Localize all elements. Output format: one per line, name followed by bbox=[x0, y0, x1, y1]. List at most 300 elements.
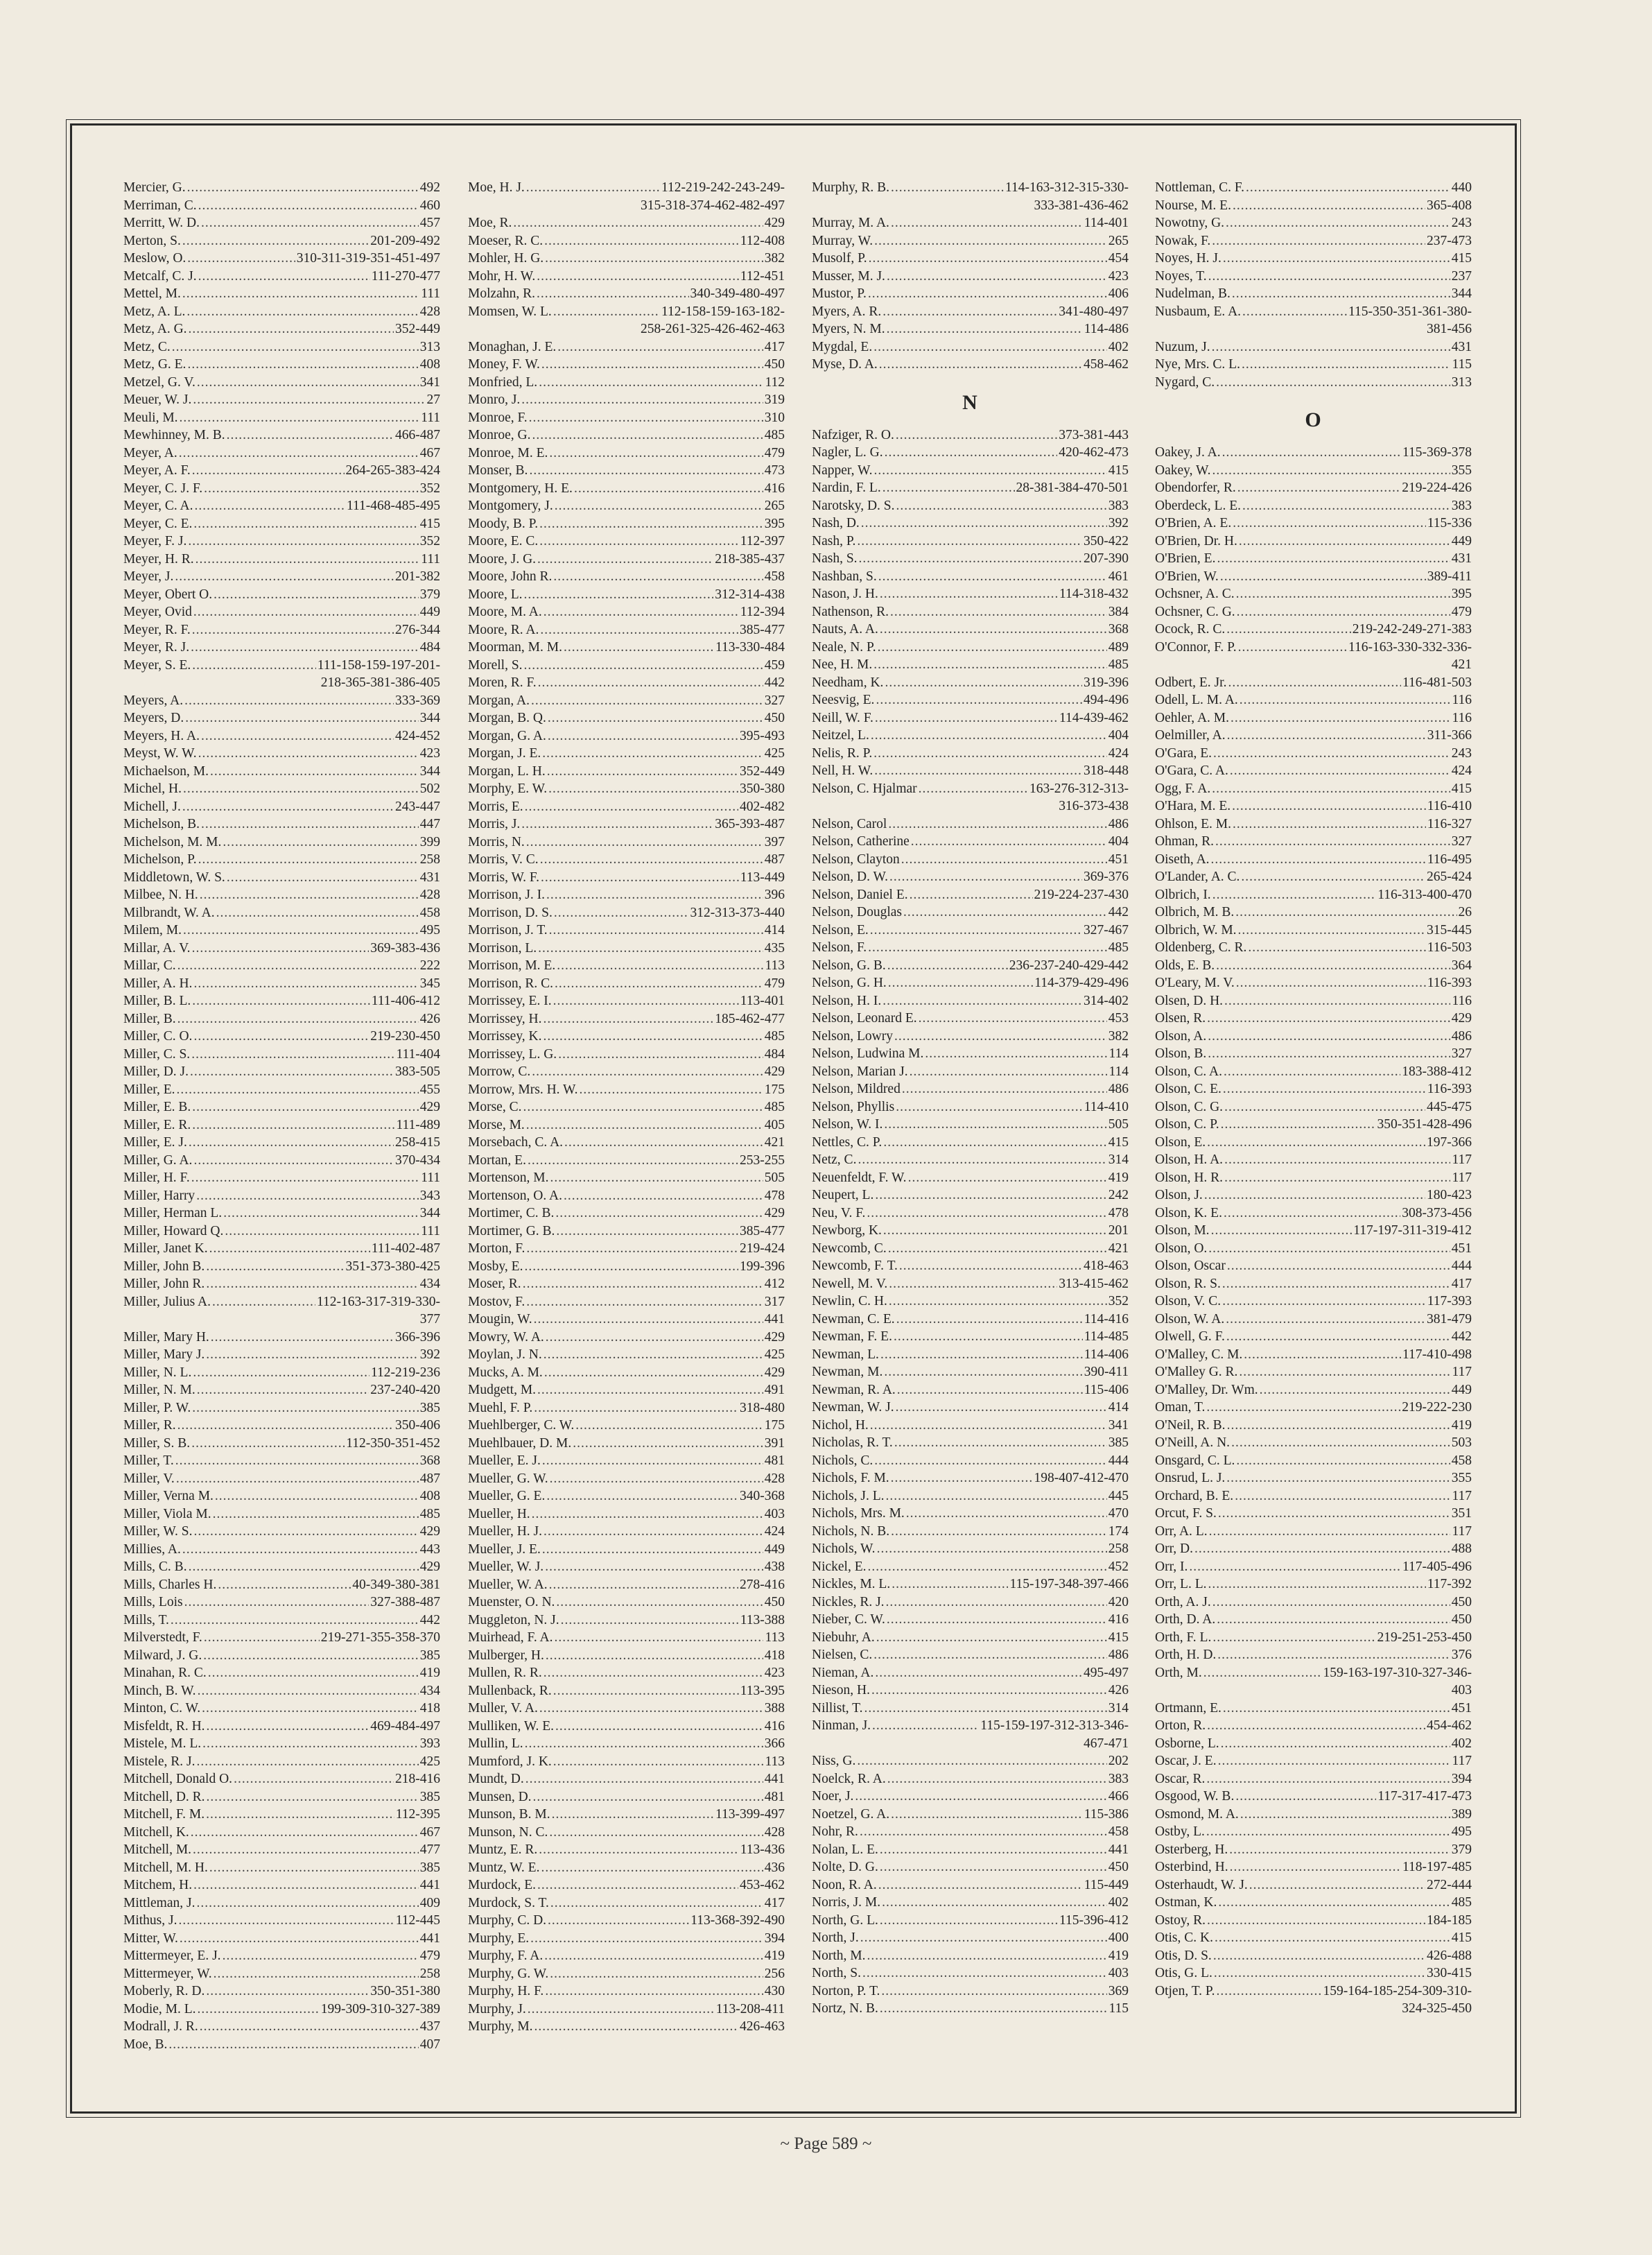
index-entry bbox=[1155, 709, 1472, 727]
leader-dots bbox=[549, 922, 763, 940]
entry-pages: 408 bbox=[419, 357, 440, 372]
entry-pages: 485 bbox=[764, 1029, 785, 1044]
leader-dots bbox=[1249, 1876, 1425, 1894]
entry-name: Monroe, G. bbox=[468, 428, 531, 442]
entry-pages: 111 bbox=[421, 410, 440, 425]
entry-name: Monaghan, J. E. bbox=[468, 339, 557, 354]
entry-pages: 314 bbox=[1108, 1152, 1129, 1167]
leader-dots bbox=[537, 285, 689, 303]
entry-name: Meyer, H. R. bbox=[123, 551, 194, 567]
entry-pages: 278-416 bbox=[740, 1577, 785, 1592]
entry-name: Miller, S. B. bbox=[123, 1435, 191, 1451]
leader-dots bbox=[1204, 1186, 1425, 1204]
index-entry bbox=[468, 1629, 785, 1647]
entry-name: Olson, C. A. bbox=[1155, 1064, 1222, 1079]
index-entry bbox=[123, 886, 440, 904]
index-entry bbox=[1155, 197, 1472, 215]
entry-pages: 222 bbox=[419, 958, 440, 973]
entry-pages: 453 bbox=[1108, 1011, 1129, 1026]
entry-pages: 441 bbox=[764, 1772, 785, 1786]
entry-name: Morgan, G. A. bbox=[468, 728, 546, 743]
leader-dots bbox=[524, 586, 714, 604]
entry-pages: 419 bbox=[1108, 1948, 1129, 1963]
index-entry bbox=[1155, 250, 1472, 268]
entry-pages: 115 bbox=[1452, 357, 1472, 372]
entry-pages: 112-163-317-319-330- bbox=[317, 1294, 440, 1309]
entry-pages: 117-392 bbox=[1427, 1577, 1472, 1591]
index-entry bbox=[123, 639, 440, 657]
index-entry bbox=[123, 1081, 440, 1099]
entry-pages: 264-265-383-424 bbox=[345, 463, 440, 478]
entry-pages: 111-404 bbox=[396, 1046, 440, 1062]
index-entry bbox=[1155, 1010, 1472, 1028]
entry-pages: 111 bbox=[421, 286, 440, 301]
entry-pages: 429 bbox=[419, 1524, 440, 1539]
entry-name: Nortz, N. B. bbox=[812, 2001, 878, 2016]
leader-dots bbox=[868, 939, 1107, 957]
leader-dots bbox=[885, 674, 1082, 692]
entry-name: Moe, B. bbox=[123, 2037, 168, 2052]
index-entry bbox=[812, 1646, 1129, 1664]
entry-pages: 341 bbox=[419, 374, 440, 390]
leader-dots bbox=[542, 1452, 763, 1470]
entry-pages: 425 bbox=[764, 1347, 785, 1362]
entry-pages: 484 bbox=[419, 640, 440, 655]
index-entry bbox=[123, 426, 440, 444]
entry-name: Mistele, R. J. bbox=[123, 1754, 195, 1769]
entry-name: Murphy, F. A. bbox=[468, 1949, 544, 1963]
entry-pages: 117 bbox=[1452, 1152, 1472, 1167]
entry-pages: 236-237-240-429-442 bbox=[1009, 958, 1129, 973]
entry-pages: 441 bbox=[1108, 1842, 1129, 1857]
index-entry bbox=[812, 1275, 1129, 1293]
index-entry bbox=[123, 1152, 440, 1170]
leader-dots bbox=[549, 444, 763, 463]
entry-name: O'Hara, M. E. bbox=[1155, 799, 1231, 813]
index-entry bbox=[1155, 1964, 1472, 1982]
entry-name: O'Brien, E. bbox=[1155, 551, 1216, 566]
entry-name: Milward, J. G. bbox=[123, 1648, 202, 1663]
entry-pages: 399 bbox=[419, 834, 440, 849]
index-entry bbox=[812, 992, 1129, 1010]
index-entry bbox=[812, 2000, 1129, 2018]
index-entry bbox=[1155, 1982, 1472, 2001]
entry-pages: 445 bbox=[1108, 1488, 1129, 1503]
entry-pages: 111 bbox=[421, 1223, 440, 1238]
leader-dots bbox=[544, 1664, 763, 1682]
index-entry bbox=[123, 303, 440, 321]
index-entry bbox=[468, 1647, 785, 1665]
leader-dots bbox=[862, 1964, 1107, 1982]
leader-dots bbox=[575, 1417, 763, 1435]
leader-dots bbox=[542, 745, 763, 763]
entry-name: Muntz, W. E. bbox=[468, 1860, 540, 1875]
entry-pages: 343 bbox=[419, 1188, 440, 1203]
index-entry bbox=[812, 1912, 1129, 1930]
leader-dots bbox=[1226, 621, 1350, 639]
index-entry bbox=[812, 1240, 1129, 1258]
index-entry bbox=[123, 1647, 440, 1665]
entry-name: Munson, N. C. bbox=[468, 1824, 548, 1840]
entry-pages: 115-336 bbox=[1427, 516, 1472, 530]
entry-pages: 114 bbox=[1108, 1046, 1129, 1061]
index-entry bbox=[812, 1098, 1129, 1116]
index-entry bbox=[123, 1718, 440, 1736]
index-entry bbox=[123, 1010, 440, 1028]
leader-dots bbox=[168, 2036, 418, 2054]
index-entry bbox=[468, 1470, 785, 1488]
index-entry bbox=[123, 515, 440, 533]
entry-pages: 394 bbox=[764, 1930, 785, 1946]
entry-name: Murphy, H. F. bbox=[468, 1984, 544, 1998]
entry-name: Noetzel, G. A. bbox=[812, 1806, 890, 1822]
entry-pages: 113 bbox=[765, 958, 785, 973]
leader-dots bbox=[1237, 603, 1450, 621]
index-entry bbox=[812, 639, 1129, 657]
index-entry bbox=[123, 1930, 440, 1948]
entry-pages: 385 bbox=[419, 1789, 440, 1804]
entry-name: Nohr, R. bbox=[812, 1824, 858, 1839]
leader-dots bbox=[1216, 957, 1450, 975]
entry-name: Mowry, W. A. bbox=[468, 1329, 544, 1345]
index-entry bbox=[468, 1664, 785, 1682]
entry-pages: 350-351-380 bbox=[370, 1984, 440, 1998]
leader-dots bbox=[880, 1841, 1107, 1859]
entry-pages: 402 bbox=[1108, 339, 1129, 354]
entry-pages: 114 bbox=[1108, 1064, 1129, 1079]
entry-pages: 265-424 bbox=[1427, 870, 1472, 884]
leader-dots bbox=[878, 1876, 1083, 1894]
entry-pages: 441 bbox=[419, 1930, 440, 1946]
leader-dots bbox=[910, 886, 1033, 904]
leader-dots bbox=[171, 1612, 419, 1630]
index-entry bbox=[468, 992, 785, 1010]
leader-dots bbox=[891, 1469, 1033, 1487]
entry-pages: 365-408 bbox=[1427, 198, 1472, 213]
index-entry bbox=[812, 1169, 1129, 1187]
entry-pages: 404 bbox=[1108, 834, 1129, 849]
entry-pages-continued: 316-373-438 bbox=[1059, 799, 1129, 813]
entry-pages: 116-393 bbox=[1427, 976, 1472, 990]
entry-name: Miller, B. bbox=[123, 1011, 176, 1026]
leader-dots bbox=[193, 391, 425, 409]
leader-dots bbox=[1226, 1311, 1425, 1329]
entry-pages: 111-270-477 bbox=[371, 268, 440, 284]
entry-name: Nichols, W. bbox=[812, 1541, 876, 1556]
index-entry bbox=[123, 922, 440, 940]
leader-dots bbox=[183, 780, 419, 798]
entry-pages: 426 bbox=[1108, 1683, 1129, 1697]
leader-dots bbox=[227, 426, 394, 444]
entry-name: Miller, Herman L. bbox=[123, 1206, 223, 1220]
leader-dots bbox=[201, 815, 419, 833]
leader-dots bbox=[1217, 1982, 1322, 2001]
leader-dots bbox=[225, 1222, 419, 1241]
leader-dots bbox=[877, 1540, 1107, 1558]
entry-pages: 344 bbox=[419, 763, 440, 779]
entry-pages: 385-477 bbox=[740, 622, 785, 637]
index-entry bbox=[468, 1876, 785, 1894]
leader-dots bbox=[212, 1293, 315, 1311]
leader-dots bbox=[1233, 815, 1426, 833]
entry-name: Nickles, M. L. bbox=[812, 1577, 891, 1591]
entry-pages: 117-410-498 bbox=[1402, 1347, 1472, 1362]
leader-dots bbox=[857, 1752, 1106, 1770]
entry-pages: 352 bbox=[419, 481, 440, 496]
entry-pages: 364 bbox=[1451, 958, 1472, 973]
entry-name: Mills, Lois bbox=[123, 1595, 183, 1609]
entry-name: Nieber, C. W. bbox=[812, 1612, 885, 1627]
leader-dots bbox=[1227, 727, 1426, 745]
entry-pages: 486 bbox=[1108, 816, 1129, 831]
entry-pages: 112-158-159-163-182- bbox=[661, 304, 785, 319]
entry-pages: 441 bbox=[764, 1312, 785, 1327]
index-entry bbox=[1155, 444, 1472, 462]
entry-pages: 426 bbox=[419, 1011, 440, 1026]
leader-dots bbox=[1235, 904, 1457, 922]
entry-name: Nieman, A. bbox=[812, 1665, 874, 1680]
leader-dots bbox=[193, 1152, 394, 1170]
leader-dots bbox=[534, 1399, 738, 1417]
index-entry bbox=[468, 480, 785, 498]
index-entry bbox=[1155, 1558, 1472, 1576]
leader-dots bbox=[177, 1010, 419, 1028]
entry-name: Mohler, H. G. bbox=[468, 251, 544, 266]
entry-pages: 423 bbox=[764, 1666, 785, 1680]
leader-dots bbox=[1239, 533, 1450, 551]
entry-pages: 415 bbox=[1108, 1630, 1129, 1645]
leader-dots bbox=[550, 1470, 763, 1488]
entry-name: Moore, E. C. bbox=[468, 534, 539, 548]
entry-name: Miller, Howard Q. bbox=[123, 1223, 224, 1238]
entry-name: Meyer, S. E. bbox=[123, 657, 191, 673]
leader-dots bbox=[1220, 568, 1426, 586]
entry-pages: 350-351-428-496 bbox=[1377, 1117, 1472, 1132]
leader-dots bbox=[886, 1593, 1107, 1612]
entry-name: Ostoy, R. bbox=[1155, 1912, 1206, 1928]
entry-name: Miller, P. W. bbox=[123, 1400, 191, 1415]
entry-pages: 421 bbox=[1108, 1241, 1129, 1256]
index-entry bbox=[468, 1081, 785, 1099]
entry-name: Oakey, W. bbox=[1155, 463, 1211, 478]
index-entry bbox=[1155, 550, 1472, 568]
index-entry bbox=[468, 356, 785, 374]
entry-name: Olson, B. bbox=[1155, 1046, 1207, 1061]
index-entry bbox=[123, 1982, 440, 2001]
leader-dots bbox=[532, 1063, 763, 1081]
index-entry bbox=[812, 285, 1129, 303]
entry-name: Nardin, F. L. bbox=[812, 481, 881, 495]
leader-dots bbox=[1209, 1523, 1451, 1541]
index-entry bbox=[812, 904, 1129, 922]
leader-dots bbox=[532, 426, 763, 444]
leader-dots bbox=[896, 1399, 1107, 1417]
index-entry bbox=[123, 2001, 440, 2019]
entry-pages: 503 bbox=[1451, 1435, 1472, 1450]
leader-dots bbox=[204, 1629, 320, 1647]
index-entry bbox=[812, 1417, 1129, 1435]
index-entry bbox=[123, 1788, 440, 1806]
index-entry bbox=[123, 1612, 440, 1630]
entry-name: Ohlson, E. M. bbox=[1155, 816, 1231, 831]
entry-pages: 423 bbox=[1108, 268, 1129, 284]
leader-dots bbox=[1226, 214, 1450, 232]
entry-pages: 454 bbox=[1108, 251, 1129, 266]
entry-name: Oldenberg, C. R. bbox=[1155, 940, 1247, 955]
entry-name: Muenster, O. N. bbox=[468, 1595, 555, 1609]
index-entry bbox=[1155, 1611, 1472, 1629]
entry-name: Mewhinney, M. B. bbox=[123, 428, 225, 442]
entry-name: O'Malley, C. M. bbox=[1155, 1347, 1243, 1362]
entry-name: Miller, Mary H. bbox=[123, 1329, 209, 1345]
entry-name: Muehlberger, C. W. bbox=[468, 1418, 575, 1433]
index-entry bbox=[468, 603, 785, 621]
entry-pages: 423 bbox=[419, 746, 440, 761]
entry-pages: 478 bbox=[764, 1188, 785, 1203]
leader-dots bbox=[541, 869, 739, 887]
leader-dots bbox=[855, 1788, 1106, 1806]
leader-dots bbox=[214, 586, 419, 604]
leader-dots bbox=[561, 1612, 739, 1630]
index-entry bbox=[468, 1098, 785, 1116]
index-entry bbox=[1155, 1311, 1472, 1329]
entry-pages: 272-444 bbox=[1427, 1877, 1472, 1892]
leader-dots bbox=[887, 1770, 1107, 1788]
leader-dots bbox=[888, 974, 1033, 992]
entry-pages: 424 bbox=[1108, 745, 1129, 761]
index-entry bbox=[1155, 1469, 1472, 1487]
entry-name: Metcalf, C. J. bbox=[123, 268, 197, 284]
entry-name: Meyers, A. bbox=[123, 693, 184, 708]
leader-dots bbox=[896, 426, 1057, 444]
entry-pages: 473 bbox=[764, 463, 785, 478]
entry-pages: 341 bbox=[1108, 1417, 1129, 1433]
index-entry bbox=[468, 232, 785, 250]
leader-dots bbox=[1208, 1045, 1450, 1063]
entry-name: North, G. L. bbox=[812, 1912, 878, 1928]
index-entry bbox=[1155, 462, 1472, 480]
entry-name: Nichols, N. B. bbox=[812, 1523, 890, 1539]
leader-dots bbox=[531, 692, 763, 710]
entry-pages: 113-368-392-490 bbox=[690, 1913, 785, 1928]
leader-dots bbox=[1221, 1735, 1450, 1753]
entry-pages: 352 bbox=[419, 534, 440, 548]
leader-dots bbox=[908, 1169, 1107, 1187]
index-entry bbox=[1155, 1646, 1472, 1664]
entry-pages: 466 bbox=[1108, 1789, 1129, 1804]
entry-name: Newman, M. bbox=[812, 1365, 883, 1379]
entry-name: Moe, R. bbox=[468, 216, 512, 230]
entry-pages: 429 bbox=[419, 1560, 440, 1574]
index-entry bbox=[812, 1151, 1129, 1169]
entry-pages: 449 bbox=[419, 605, 440, 619]
index-entry bbox=[812, 621, 1129, 639]
entry-pages: 458 bbox=[419, 905, 440, 920]
index-entry bbox=[812, 462, 1129, 480]
entry-name: Monroe, F. bbox=[468, 410, 528, 425]
index-entry bbox=[1155, 1664, 1472, 1682]
leader-dots bbox=[191, 1046, 394, 1064]
entry-pages: 237-240-420 bbox=[370, 1383, 440, 1397]
leader-dots bbox=[539, 1841, 739, 1859]
index-entry bbox=[812, 1629, 1129, 1647]
entry-name: Miller, B. L. bbox=[123, 994, 191, 1008]
entry-name: Morris, W. F. bbox=[468, 870, 540, 885]
entry-name: Milverstedt, F. bbox=[123, 1630, 202, 1645]
entry-pages: 28-381-384-470-501 bbox=[1016, 481, 1129, 495]
entry-pages: 451 bbox=[1451, 1241, 1472, 1256]
entry-name: Myse, D. A. bbox=[812, 357, 878, 372]
entry-pages: 407 bbox=[419, 2037, 440, 2052]
entry-name: Middletown, W. S. bbox=[123, 870, 225, 885]
index-entry bbox=[468, 1240, 785, 1258]
entry-name: Mistele, M. L. bbox=[123, 1736, 202, 1751]
entry-name: Moore, L. bbox=[468, 587, 523, 602]
entry-name: Orr, D. bbox=[1155, 1541, 1193, 1556]
entry-name: Norris, J. M. bbox=[812, 1895, 881, 1910]
entry-name: Orton, R. bbox=[1155, 1718, 1206, 1733]
index-entry bbox=[1155, 1735, 1472, 1753]
entry-name: Moore, John R. bbox=[468, 569, 553, 584]
entry-pages: 115-449 bbox=[1084, 1877, 1129, 1892]
entry-name: Niss, G. bbox=[812, 1754, 856, 1768]
index-entry bbox=[468, 1770, 785, 1788]
index-entry bbox=[468, 798, 785, 816]
entry-pages: 117-197-311-319-412 bbox=[1353, 1223, 1472, 1238]
leader-dots bbox=[874, 462, 1107, 480]
entry-pages: 466-487 bbox=[395, 428, 440, 442]
entry-pages: 313 bbox=[1451, 374, 1472, 390]
entry-name: Miller, John R. bbox=[123, 1277, 205, 1291]
entry-name: Mettel, M. bbox=[123, 286, 181, 301]
leader-dots bbox=[1237, 479, 1401, 497]
index-column-1 bbox=[123, 179, 440, 2053]
entry-pages: 429 bbox=[419, 1100, 440, 1114]
entry-name: Nowak, F. bbox=[1155, 233, 1211, 248]
entry-pages: 183-388-412 bbox=[1402, 1064, 1472, 1079]
leader-dots bbox=[1211, 851, 1426, 869]
entry-pages: 444 bbox=[1108, 1453, 1129, 1468]
entry-pages: 395 bbox=[764, 516, 785, 531]
entry-pages: 397 bbox=[764, 834, 785, 849]
leader-dots bbox=[1215, 1929, 1450, 1947]
index-entry bbox=[123, 409, 440, 427]
index-entry bbox=[812, 1876, 1129, 1894]
index-entry bbox=[468, 815, 785, 833]
index-entry bbox=[812, 957, 1129, 975]
entry-name: Money, F. W. bbox=[468, 357, 540, 372]
entry-name: Morris, V. C. bbox=[468, 852, 539, 867]
entry-name: Murphy, E. bbox=[468, 1930, 530, 1946]
index-entry bbox=[812, 603, 1129, 621]
index-entry bbox=[123, 374, 440, 392]
entry-name: Ochsner, A. C. bbox=[1155, 587, 1235, 601]
entry-pages: 258-415 bbox=[395, 1135, 440, 1150]
entry-name: Morgan, B. Q. bbox=[468, 711, 546, 725]
entry-pages: 117 bbox=[1452, 1365, 1472, 1379]
leader-dots bbox=[178, 1912, 394, 1930]
entry-name: Ochsner, C. G. bbox=[1155, 604, 1235, 619]
index-entry bbox=[812, 780, 1129, 798]
entry-name: Morrison, J. I. bbox=[468, 888, 546, 902]
entry-pages: 350-406 bbox=[395, 1418, 440, 1433]
index-entry bbox=[1155, 1240, 1472, 1258]
leader-dots bbox=[1207, 1912, 1425, 1930]
index-entry bbox=[468, 692, 785, 710]
entry-pages: 484 bbox=[764, 1046, 785, 1062]
entry-pages: 175 bbox=[764, 1418, 785, 1433]
entry-pages: 237-473 bbox=[1427, 233, 1472, 248]
